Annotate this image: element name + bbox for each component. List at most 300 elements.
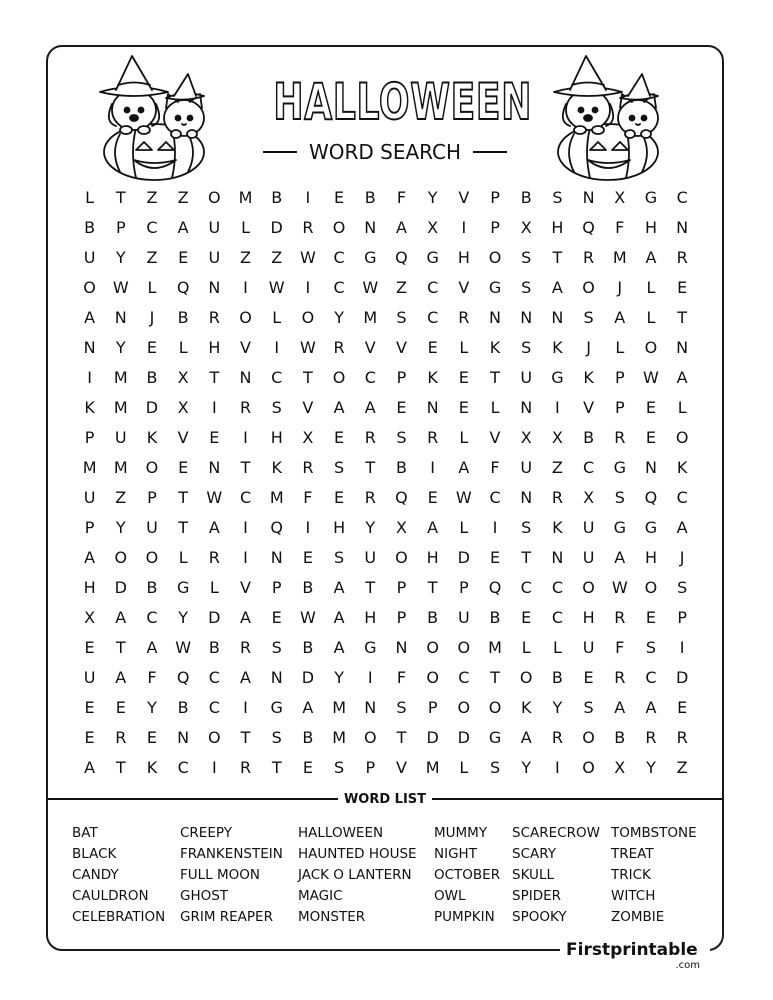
page-title: HALLOWEEN [273,73,533,131]
grid-letter: K [489,337,501,357]
grid-letter: U [114,427,127,447]
grid-letter: U [83,487,96,507]
grid-letter: T [240,727,251,747]
word-list-column [512,823,600,928]
grid-letter: I [679,637,685,657]
grid-letter: N [520,307,533,327]
grid-letter: A [614,697,626,717]
grid-letter: L [178,337,188,357]
grid-letter: S [396,697,407,717]
grid-letter: F [303,487,313,507]
grid-letter: P [614,367,625,387]
grid-letter: J [679,547,685,567]
grid-letter: A [177,217,189,237]
grid-letter: X [614,187,626,207]
grid-letter: H [364,607,377,627]
grid-letter: J [586,337,591,357]
grid-letter: M [425,757,440,777]
grid-letter: F [490,457,500,477]
grid-letter: R [302,217,314,237]
grid-letter: R [364,487,376,507]
grid-letter: L [615,337,625,357]
grid-letter: Y [178,607,189,627]
grid-letter: R [645,727,657,747]
grid-letter: T [115,187,126,207]
word-item: OCTOBER [434,867,501,883]
grid-letter: U [520,457,533,477]
grid-letter: O [83,277,96,297]
grid-letter: V [177,427,189,447]
grid-letter: O [644,337,658,357]
grid-letter: G [644,187,658,207]
grid-letter: G [551,367,564,387]
grid-letter: I [492,517,498,537]
grid-letter: N [270,547,283,567]
grid-letter: C [271,367,283,387]
grid-letter: V [240,577,251,597]
grid-letter: M [113,367,128,387]
grid-letter: U [520,367,533,387]
grid-letter: D [457,727,470,747]
word-item: ZOMBIE [611,909,665,925]
grid-letter: P [365,757,376,777]
word-item: HALLOWEEN [298,825,384,841]
grid-letter: D [114,577,127,597]
grid-letter: Y [365,517,376,537]
grid-row [74,692,700,722]
grid-letter: O [208,187,221,207]
grid-letter: H [270,427,283,447]
grid-letter: U [582,517,595,537]
grid-letter: C [146,217,158,237]
grid-letter: A [84,757,96,777]
grid-letter: Y [552,697,563,717]
grid-letter: N [114,307,127,327]
word-item: SCARECROW [512,825,600,841]
grid-letter: I [430,457,436,477]
grid-letter: S [614,487,625,507]
grid-letter: Q [582,217,595,237]
grid-letter: U [208,247,221,267]
grid-letter: H [644,547,657,567]
grid-letter: I [243,547,248,567]
grid-row [74,302,700,332]
grid-letter: M [332,697,346,717]
grid-letter: A [676,517,688,537]
grid-letter: B [302,727,314,747]
word-item: WITCH [611,888,656,904]
word-item: NIGHT [434,846,477,862]
grid-letter: V [395,757,407,777]
grid-letter: G [176,577,190,597]
grid-letter: P [677,607,687,627]
grid-letter: Y [521,757,532,777]
grid-letter: V [395,337,407,357]
grid-letter: L [521,637,531,657]
grid-letter: D [208,607,221,627]
grid-letter: B [146,367,158,387]
grid-letter: B [302,577,314,597]
grid-letter: S [645,637,657,657]
grid-letter: E [427,487,438,507]
grid-letter: Y [646,757,656,777]
grid-letter: Y [115,337,126,357]
word-item: JACK O LANTERN [298,867,412,883]
grid-letter: C [239,487,252,507]
grid-letter: P [271,577,282,597]
grid-letter: E [645,607,657,627]
grid-letter: M [113,397,128,417]
grid-letter: O [457,697,471,717]
grid-letter: B [208,637,220,657]
grid-letter: L [490,397,500,417]
grid-letter: B [177,697,189,717]
grid-letter: S [677,577,688,597]
grid-letter: T [552,247,563,267]
grid-letter: O [114,547,128,567]
page-subtitle: WORD SEARCH [308,140,462,164]
grid-letter: K [520,697,532,717]
grid-letter: F [615,637,625,657]
grid-letter: T [396,727,407,747]
grid-letter: X [551,427,563,447]
grid-letter: I [555,397,560,417]
grid-letter: T [365,457,376,477]
grid-letter: N [364,217,377,237]
grid-letter: U [146,517,158,537]
grid-letter: A [614,307,626,327]
grid-letter: H [582,607,595,627]
grid-letter: L [272,307,282,327]
grid-letter: O [488,247,502,267]
grid-letter: N [676,337,689,357]
word-item: MAGIC [298,888,343,904]
grid-letter: A [333,637,345,657]
grid-letter: O [395,547,408,567]
grid-letter: Z [177,187,189,207]
grid-letter: A [614,547,626,567]
word-list-title: WORD LIST [343,791,427,807]
grid-letter: K [271,457,282,477]
grid-letter: N [551,547,564,567]
grid-letter: C [427,277,439,297]
grid-letter: G [364,247,377,267]
grid-letter: E [271,607,282,627]
grid-letter: I [367,667,373,687]
grid-letter: O [426,637,439,657]
grid-letter: E [334,187,345,207]
grid-letter: O [644,577,658,597]
grid-letter: Y [115,517,126,537]
word-item: TRICK [611,867,651,883]
grid-letter: F [396,187,407,207]
grid-letter: G [488,277,502,297]
grid-letter: F [147,667,157,687]
grid-letter: N [489,307,502,327]
grid-letter: S [271,727,282,747]
grid-letter: I [211,397,217,417]
grid-letter: S [396,427,407,447]
grid-letter: N [676,217,689,237]
word-list-column [611,823,697,928]
grid-letter: K [427,367,438,387]
grid-letter: L [209,577,219,597]
grid-letter: A [146,637,158,657]
grid-letter: T [521,547,532,567]
grid-letter: R [676,247,688,267]
grid-letter: U [582,547,595,567]
word-item: FRANKENSTEIN [180,846,283,862]
grid-letter: K [583,367,594,387]
grid-letter: C [645,667,657,687]
grid-letter: P [459,577,469,597]
grid-letter: L [646,307,656,327]
grid-letter: U [83,247,96,267]
grid-letter: A [645,697,657,717]
grid-letter: C [427,307,439,327]
grid-letter: R [427,427,439,447]
grid-row [74,722,700,752]
grid-letter: G [644,517,658,537]
grid-letter: B [427,607,439,627]
grid-letter: N [426,397,439,417]
grid-letter: H [83,577,96,597]
grid-letter: T [178,517,189,537]
divider [432,798,722,800]
grid-letter: X [84,607,96,627]
grid-letter: N [520,487,533,507]
grid-letter: G [270,697,283,717]
grid-letter: M [82,457,97,477]
grid-letter: I [461,217,467,237]
grid-letter: A [84,547,96,567]
grid-letter: M [238,187,253,207]
grid-letter: Q [395,487,408,507]
word-item: GRIM REAPER [180,909,273,925]
dog-cat-pumpkin-icon [546,52,676,182]
grid-letter: B [302,637,314,657]
grid-letter: Q [270,517,284,537]
grid-letter: P [147,487,157,507]
grid-letter: R [614,667,626,687]
grid-letter: O [457,637,471,657]
grid-letter: Q [644,487,658,507]
grid-letter: Q [176,277,190,297]
word-list-header [48,788,722,810]
grid-letter: A [240,607,251,627]
grid-letter: O [582,727,595,747]
grid-letter: X [427,217,439,237]
grid-letter: X [395,517,407,537]
grid-letter: M [269,487,284,507]
grid-letter: Z [240,247,252,267]
grid-letter: O [488,697,502,717]
grid-letter: J [617,277,623,297]
grid-letter: R [676,727,688,747]
grid-letter: G [613,457,626,477]
grid-letter: P [427,697,438,717]
grid-letter: Y [115,247,126,267]
grid-letter: B [583,427,595,447]
word-list-column [180,823,283,928]
grid-letter: H [333,517,346,537]
grid-letter: J [149,307,155,327]
grid-letter: I [555,757,560,777]
grid-letter: R [583,247,595,267]
grid-letter: E [677,277,688,297]
grid-letter: O [582,277,595,297]
grid-letter: I [243,427,248,447]
grid-letter: O [332,367,346,387]
grid-letter: V [489,427,501,447]
grid-letter: W [362,277,379,297]
grid-letter: U [364,547,377,567]
grid-letter: P [396,607,407,627]
grid-letter: B [551,667,563,687]
grid-letter: A [645,247,657,267]
grid-letter: E [489,547,501,567]
grid-letter: D [675,667,689,687]
grid-letter: S [521,247,532,267]
grid-letter: X [520,217,532,237]
brand-suffix: .com [675,960,700,971]
word-item: SPOOKY [512,909,567,925]
grid-letter: A [115,607,127,627]
grid-letter: K [552,337,563,357]
grid-letter: Z [146,187,158,207]
grid-letter: V [364,337,376,357]
grid-letter: B [177,307,189,327]
grid-letter: O [426,667,439,687]
grid-letter: W [206,487,223,507]
grid-letter: O [145,547,159,567]
grid-letter: H [644,217,657,237]
grid-letter: K [146,757,158,777]
word-item: MONSTER [298,909,366,925]
grid-letter: B [146,577,158,597]
grid-letter: T [115,637,126,657]
grid-row [74,602,700,632]
grid-letter: S [583,697,594,717]
grid-letter: E [334,427,345,447]
grid-letter: C [333,247,345,267]
grid-letter: N [364,697,377,717]
grid-letter: G [488,727,502,747]
grid-letter: T [303,367,313,387]
grid-letter: R [614,607,626,627]
grid-letter: E [427,337,438,357]
grid-letter: A [302,697,314,717]
grid-letter: E [178,247,189,267]
grid-row [74,662,700,692]
grid-letter: C [177,757,189,777]
grid-letter: L [552,637,562,657]
divider [48,798,338,800]
brand-name: Firstprintable [566,940,698,960]
grid-letter: E [302,547,313,567]
grid-letter: B [271,187,283,207]
grid-letter: E [178,457,189,477]
grid-letter: O [301,307,315,327]
divider [473,151,507,153]
grid-letter: C [364,367,376,387]
grid-letter: O [208,727,221,747]
grid-row [74,212,700,242]
grid-letter: A [364,397,376,417]
grid-letter: C [676,187,688,207]
grid-letter: X [177,367,189,387]
grid-letter: I [305,277,311,297]
grid-letter: I [243,517,248,537]
grid-letter: X [614,757,626,777]
grid-letter: S [334,457,345,477]
word-list-column [72,823,165,928]
grid-row [74,332,700,362]
word-item: PUMPKIN [434,909,495,925]
grid-letter: R [239,637,252,657]
grid-letter: W [268,277,285,297]
grid-letter: A [115,667,127,687]
grid-letter: N [644,457,657,477]
grid-letter: A [333,607,345,627]
grid-letter: C [208,697,220,717]
grid-row [74,392,700,422]
grid-letter: M [363,307,378,327]
grid-letter: T [427,577,438,597]
grid-letter: M [332,727,346,747]
grid-letter: L [85,187,95,207]
grid-letter: A [240,667,251,687]
grid-letter: C [458,667,470,687]
grid-letter: R [208,307,220,327]
grid-letter: P [396,577,407,597]
grid-letter: N [582,187,595,207]
grid-letter: R [239,757,252,777]
grid-letter: T [240,457,251,477]
grid-letter: V [458,277,470,297]
grid-letter: E [84,727,95,747]
brand-logo [560,938,710,976]
divider [263,151,297,153]
grid-letter: S [334,547,345,567]
word-item: SKULL [512,867,554,883]
grid-letter: C [146,607,158,627]
grid-letter: Y [334,307,344,327]
grid-letter: B [364,187,376,207]
grid-letter: D [457,547,470,567]
grid-letter: L [677,397,687,417]
word-item: TOMBSTONE [611,825,697,841]
grid-letter: U [208,217,221,237]
grid-letter: S [521,517,532,537]
grid-letter: Z [551,457,563,477]
grid-letter: I [274,337,280,357]
grid-row [74,452,700,482]
grid-letter: S [334,757,345,777]
grid-letter: C [520,577,532,597]
grid-letter: U [83,667,96,687]
grid-letter: G [613,517,626,537]
grid-letter: G [364,637,377,657]
grid-letter: I [243,277,248,297]
grid-letter: A [333,397,345,417]
grid-letter: E [521,607,532,627]
grid-letter: D [145,397,159,417]
grid-letter: E [458,397,469,417]
grid-letter: P [115,217,126,237]
grid-letter: L [147,277,157,297]
grid-letter: E [84,697,95,717]
